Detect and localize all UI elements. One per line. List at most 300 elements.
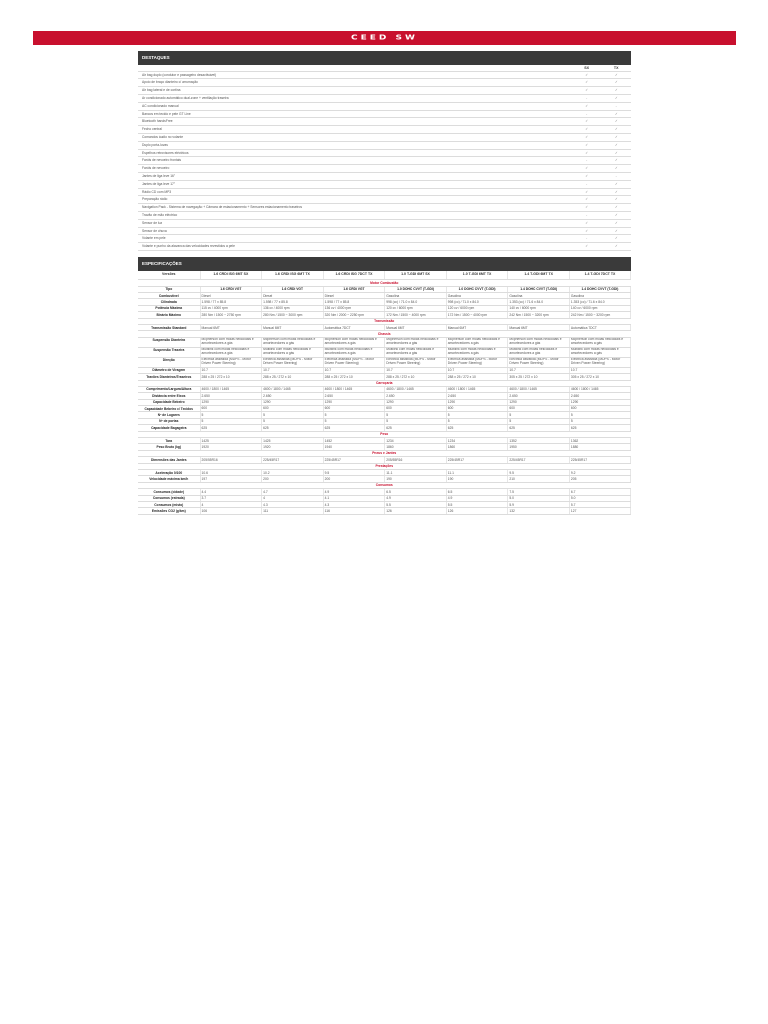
spec-value: 4600 / 1800 / 1465 [508,386,570,392]
spec-value: 1.4 DOHC CVVT (T-GDI) [508,286,570,292]
spec-value: Eléctrica assistida (MDPS - Motor Driven Power Steering) [446,357,508,367]
highlight-label: Jantes de liga leve 16" [138,173,572,181]
spec-label: Suspensão Traseira [138,347,200,357]
spec-value: 10.7 [569,367,630,373]
highlight-tx-check: ✓ [601,204,631,212]
spec-value: 625 [323,425,385,431]
spec-value: Diesel [262,292,324,298]
spec-value: 1.353 (cc) / 71.6 x 84.0 [569,299,630,305]
spec-value: Eléctrica assistida (MDPS - Motor Driven Power Steering) [569,357,630,367]
spec-value: 132 [508,508,570,514]
spec-value: 1290 [446,399,508,405]
spec-label: Transmissão Standard [138,324,200,330]
highlight-label: Espelhos retrovisores eléctricos [138,149,572,157]
spec-value: 305 x 25 / 272 x 10 [508,374,570,380]
highlight-row [138,235,631,243]
spec-label: Suspensão Dianteira [138,337,200,347]
spec-value: 5 [508,412,570,418]
spec-label: Travões Dianteiros/Traseiros [138,374,200,380]
spec-value: Multilink com molas helicoidais e amortecedores a gás [508,347,570,357]
spec-value: Mcpherson com molas helicoidais e amortecedores a gás [446,337,508,347]
spec-value: 4.1 [323,495,385,501]
highlights-col-sx: SX [572,65,602,71]
spec-value: 4600 / 1800 / 1465 [200,386,262,392]
spec-value: Manual 6MT [508,324,570,330]
spec-label: Consumos (estrada) [138,495,200,501]
spec-value: 172 Nm / 1500 ~ 4000 rpm [385,312,447,318]
spec-value: 1290 [323,399,385,405]
spec-value: 600 [200,406,262,412]
spec-value: 1425 [262,438,324,444]
spec-label: Velocidade máxima km/h [138,476,200,482]
spec-value: 1234 [446,438,508,444]
version-header: 1.0 T-GDI 6MT SX [385,271,447,280]
highlight-tx-check: ✓ [601,243,631,251]
spec-value: 2.650 [385,393,447,399]
highlight-sx-check: ✓ [572,196,602,204]
spec-label: Diâmetro de Viragem [138,367,200,373]
spec-value: 5 [446,418,508,424]
highlight-tx-check: ✓ [601,118,631,126]
spec-value: 205/55R16 [385,457,447,463]
spec-value: 4600 / 1800 / 1465 [262,386,324,392]
highlight-row [138,149,631,157]
spec-label: Nº de Lugares [138,412,200,418]
spec-value: 1.0 DOHC CVVT (T-GDI) [446,286,508,292]
spec-value: 288 x 25 / 272 x 10 [200,374,262,380]
spec-value: 625 [569,425,630,431]
spec-value: 200 [323,476,385,482]
spec-value: 5 [385,418,447,424]
highlight-label: Volante e punho da alavanca das velocidades revestidos a pele [138,243,572,251]
spec-value: Gasolina [508,292,570,298]
highlight-label: Travão de mão eléctrico [138,212,572,220]
spec-value: 4 [262,495,324,501]
spec-value: Manual 6MT [262,324,324,330]
spec-value: 2.650 [323,393,385,399]
spec-value: 1920 [200,444,262,450]
spec-value: 1.6 CRDi VGT [323,286,385,292]
highlight-tx-check: ✓ [601,141,631,149]
spec-value: 242 Nm / 1500 ~ 3200 rpm [508,312,570,318]
highlight-label: Navigation Pack - Sistema de navegação + Câmara de estacionamento + Sensores estacionamento traseiros [138,204,572,212]
spec-value: Multilink com molas helicoidais e amortecedores a gás [200,347,262,357]
spec-value: Mcpherson com molas helicoidais e amortecedores a gás [262,337,324,347]
spec-value: 1860 [385,444,447,450]
spec-row [138,357,631,367]
spec-value: 205 [569,476,630,482]
spec-value: 600 [262,406,324,412]
highlight-row [138,243,631,251]
highlight-tx-check: ✓ [601,126,631,134]
spec-value: 1452 [323,438,385,444]
spec-value: 10.2 [262,469,324,475]
spec-value: 998 (cc) / 71.0 x 84.0 [385,299,447,305]
highlight-row [138,79,631,87]
spec-value: 10.7 [446,367,508,373]
spec-value: 5 [508,418,570,424]
highlight-row [138,188,631,196]
specs-header: ESPECIFICAÇÕES [138,257,631,271]
spec-value: 225/45R17 [569,457,630,463]
spec-value: Manual 6MT [200,324,262,330]
highlight-row [138,212,631,220]
highlight-row [138,126,631,134]
highlight-sx-check: ✓ [572,71,602,79]
spec-value: Multilink com molas helicoidais e amortecedores a gás [385,347,447,357]
highlight-tx-check: ✓ [601,87,631,95]
spec-value: 6.5 [385,489,447,495]
highlight-sx-check: ✓ [572,118,602,126]
spec-value: 11.1 [385,469,447,475]
highlight-sx-check: ✓ [572,141,602,149]
highlight-tx-check: ✓ [601,110,631,118]
spec-value: Automática 7DCT [569,324,630,330]
spec-value: 1290 [262,399,324,405]
highlight-label: Duplo porta-luvas [138,141,572,149]
version-header: 1.4 T-GDI 6MT TX [508,271,570,280]
highlight-sx-check: - [572,235,602,243]
spec-value: Eléctrica assistida (MDPS - Motor Driven Power Steering) [262,357,324,367]
spec-value: 225/45R17 [508,457,570,463]
highlight-row [138,173,631,181]
spec-value: Manual 6MT [446,324,508,330]
spec-value: 2.650 [569,393,630,399]
spec-label: Potência Máxima [138,305,200,311]
highlight-sx-check: ✓ [572,102,602,110]
spec-label: Dimensões das Jantes [138,457,200,463]
spec-value: Mcpherson com molas helicoidais e amortecedores a gás [508,337,570,347]
spec-label: Distância entre Eixos [138,393,200,399]
spec-label: Binário Máximo [138,312,200,318]
spec-value: 10.6 [200,469,262,475]
spec-label: Capacidade Bebeiro [138,399,200,405]
spec-label: Capacidade Bagageira [138,425,200,431]
brand-banner [33,31,736,45]
highlight-row [138,141,631,149]
spec-value: Multilink com molas helicoidais e amortecedores a gás [446,347,508,357]
spec-value: 1860 [446,444,508,450]
highlight-row [138,71,631,79]
spec-value: 205/55R16 [200,457,262,463]
spec-label: Combustível [138,292,200,298]
spec-value: 1.353 (cc) / 71.6 x 84.0 [508,299,570,305]
versions-label: Versões [138,271,200,280]
spec-value: 242 Nm / 1500 ~ 3200 rpm [569,312,630,318]
highlight-tx-check: ✓ [601,180,631,188]
spec-value: 5.7 [569,501,630,507]
spec-value: 5 [385,412,447,418]
highlight-sx-check: - [572,157,602,165]
highlight-row [138,227,631,235]
highlight-sx-check: ✓ [572,79,602,87]
highlight-tx-check: ✓ [601,71,631,79]
spec-value: 4.9 [323,489,385,495]
highlight-row [138,118,631,126]
spec-value: 4600 / 1800 / 1465 [569,386,630,392]
highlight-row [138,95,631,103]
spec-value: 1940 [323,444,385,450]
highlight-tx-check: ✓ [601,157,631,165]
highlight-row [138,87,631,95]
highlight-label: Ar condicionado automático dual-zone + ventilação traseira [138,95,572,103]
spec-value: 1.0 DOHC CVVT (T-GDI) [385,286,447,292]
spec-value: 2.650 [446,393,508,399]
spec-value: 4600 / 1800 / 1465 [385,386,447,392]
spec-value: 288 x 25 / 272 x 10 [262,374,324,380]
spec-value: 4.9 [446,495,508,501]
spec-value: 5.5 [385,501,447,507]
highlight-tx-check: ✓ [601,149,631,157]
highlight-row [138,157,631,165]
spec-value: 5 [200,418,262,424]
version-header: 1.0 T-GDI 6MT TX [446,271,508,280]
spec-value: 5.5 [446,501,508,507]
spec-value: 1290 [200,399,262,405]
spec-value: 1362 [569,438,630,444]
spec-value: Mcpherson com molas helicoidais e amortecedores a gás [385,337,447,347]
highlight-label: Preparação rádio [138,196,572,204]
highlight-row [138,110,631,118]
spec-value: 7.5 [508,489,570,495]
spec-value: 10.7 [262,367,324,373]
spec-value: 1290 [569,399,630,405]
spec-value: 9.5 [323,469,385,475]
highlight-row [138,180,631,188]
highlight-label: Volante em pele [138,235,572,243]
spec-value: 5 [323,418,385,424]
spec-row [138,337,631,347]
spec-value: 9.5 [508,469,570,475]
highlight-sx-check: ✓ [572,188,602,196]
spec-value: 126 [385,508,447,514]
spec-value: Diesel [200,292,262,298]
spec-value: 1234 [385,438,447,444]
highlight-tx-check: ✓ [601,196,631,204]
highlight-row [138,219,631,227]
highlight-tx-check: ✓ [601,188,631,196]
spec-value: 127 [569,508,630,514]
spec-value: 4.9 [385,495,447,501]
highlights-col-tx: TX [601,65,631,71]
highlight-label: Air bag duplo (condutor e passageiro desactivável) [138,71,572,79]
spec-value: 1.598 / 77 x 85.8 [200,299,262,305]
spec-value: 136 cv / 4000 rpm [323,305,385,311]
spec-value: 1.598 / 77 x 85.8 [262,299,324,305]
spec-value: 5 [569,412,630,418]
spec-value: 4 [200,501,262,507]
spec-value: 6.7 [569,489,630,495]
spec-label: Direção [138,357,200,367]
highlight-label: Fecho central [138,126,572,134]
spec-value: 625 [508,425,570,431]
spec-value: 625 [262,425,324,431]
spec-value: 6.5 [446,489,508,495]
highlight-tx-check: - [601,102,631,110]
spec-value: 116 [323,508,385,514]
highlight-sx-check: ✓ [572,165,602,173]
spec-value: 1.4 DOHC CVVT (T-GDI) [569,286,630,292]
spec-value: 4.3 [262,501,324,507]
spec-value: 5 [569,418,630,424]
highlight-sx-check: ✓ [572,126,602,134]
spec-value: 1352 [508,438,570,444]
spec-label: Peso Bruto (kg) [138,444,200,450]
spec-value: 5.0 [508,495,570,501]
spec-label: Cilindrada [138,299,200,305]
spec-value: 1.598 / 77 x 85.8 [323,299,385,305]
spec-value: 106 [200,508,262,514]
spec-value: Multilink com molas helicoidais e amortecedores a gás [569,347,630,357]
spec-value: 10.7 [200,367,262,373]
spec-value: 10.7 [323,367,385,373]
banner-title: CEED SW [351,34,418,42]
spec-value: Manual 6MT [385,324,447,330]
spec-value: 172 Nm / 1500 ~ 4000 rpm [446,312,508,318]
spec-value: 2.650 [262,393,324,399]
highlight-tx-check: ✓ [601,235,631,243]
spec-group-title: Prestações [138,463,631,469]
spec-value: 1290 [508,399,570,405]
spec-label: Nº de portas [138,418,200,424]
highlight-label: AC condicionado manual [138,102,572,110]
spec-label: Tipo [138,286,200,292]
highlight-row [138,204,631,212]
spec-value: 190 [446,476,508,482]
spec-value: 288 x 25 / 272 x 10 [323,374,385,380]
spec-value: 225/45R17 [262,457,324,463]
spec-value: 600 [385,406,447,412]
spec-value: 288 x 25 / 272 x 10 [385,374,447,380]
spec-group-title: Motor Combustão [138,280,631,286]
highlight-sx-check: ✓ [572,134,602,142]
highlight-sx-check: ✓ [572,243,602,251]
highlight-label: Faróis de nevoeiro frontais [138,157,572,165]
spec-value: 190 [385,476,447,482]
highlight-label: Rádio CD com MP3 [138,188,572,196]
spec-value: 280 Nm / 1500 ~ 3000 rpm [262,312,324,318]
spec-value: 625 [446,425,508,431]
spec-value: 140 cv / 6000 rpm [569,305,630,311]
highlight-tx-check: ✓ [601,134,631,142]
highlight-label: Comandos áudio no volante [138,134,572,142]
spec-value: Eléctrica assistida (MDPS - Motor Driven Power Steering) [323,357,385,367]
spec-value: 140 cv / 6000 rpm [508,305,570,311]
spec-value: 120 cv / 6000 rpm [446,305,508,311]
spec-value: 600 [569,406,630,412]
spec-value: 5 [200,412,262,418]
spec-value: 320 Nm / 2000 ~ 2250 rpm [323,312,385,318]
spec-value: 5 [262,412,324,418]
spec-value: 126 [446,508,508,514]
spec-value: 625 [200,425,262,431]
spec-value: 111 [262,508,324,514]
spec-value: 136 cv / 4000 rpm [262,305,324,311]
spec-value: 4.4 [200,489,262,495]
spec-value: 1880 [569,444,630,450]
spec-value: Gasolina [385,292,447,298]
spec-value: 625 [385,425,447,431]
highlight-tx-check: - [601,173,631,181]
highlight-label: Jantes de liga leve 17" [138,180,572,188]
spec-value: 4.3 [323,501,385,507]
spec-value: 2.650 [508,393,570,399]
spec-value: 600 [508,406,570,412]
spec-value: 4600 / 1800 / 1465 [446,386,508,392]
highlight-sx-check: ✓ [572,149,602,157]
spec-row [138,508,631,514]
spec-label: Consumos (cidade) [138,489,200,495]
spec-value: 4.7 [262,489,324,495]
spec-value: 1920 [262,444,324,450]
spec-value: 305 x 25 / 272 x 10 [569,374,630,380]
spec-value: 225/45R17 [446,457,508,463]
version-header: 1.4 T-GDI 7DCT TX [569,271,630,280]
spec-value: 1.6 CRDi VGT [200,286,262,292]
spec-value: 200 [262,476,324,482]
spec-value: 600 [323,406,385,412]
spec-value: 5 [446,412,508,418]
spec-value: Automática 7DCT [323,324,385,330]
document-body [138,51,631,515]
spec-value: Eléctrica assistida (MDPS - Motor Driven Power Steering) [385,357,447,367]
spec-label: Aceleração 0/100 [138,469,200,475]
spec-value: 288 x 25 / 272 x 10 [446,374,508,380]
spec-value: Multilink com molas helicoidais e amortecedores a gás [262,347,324,357]
highlight-tx-check: ✓ [601,212,631,220]
highlight-sx-check: - [572,180,602,188]
spec-value: 120 cv / 6000 rpm [385,305,447,311]
version-header: 1.6 CRDi ISG 7DCT TX [323,271,385,280]
spec-row [138,347,631,357]
spec-value: 225/45R17 [323,457,385,463]
spec-value: 1.6 CRDi VGT [262,286,324,292]
spec-value: Eléctrica assistida (MDPS - Motor Driven Power Steering) [200,357,262,367]
spec-value: 1425 [200,438,262,444]
spec-group-title: Consumos [138,482,631,488]
highlight-label: Air bag lateral e de cortina [138,87,572,95]
highlight-row [138,165,631,173]
highlight-label: Faróis de nevoeiro [138,165,572,173]
spec-value: 210 [508,476,570,482]
spec-group-title: Carroçaria [138,380,631,386]
spec-group-title: Chassis [138,331,631,337]
spec-value: Eléctrica assistida (MDPS - Motor Driven Power Steering) [508,357,570,367]
highlight-row [138,196,631,204]
spec-value: 5 [262,418,324,424]
highlight-label: Sensor de chuva [138,227,572,235]
spec-value: 9.2 [569,469,630,475]
spec-value: 1290 [385,399,447,405]
version-header: 1.6 CRDi ISG 6MT SX [200,271,262,280]
highlight-row [138,134,631,142]
spec-value: Mcpherson com molas helicoidais e amortecedores a gás [200,337,262,347]
highlight-sx-check: - [572,110,602,118]
spec-value: 10.7 [508,367,570,373]
spec-value: Gasolina [446,292,508,298]
spec-value: 2.650 [200,393,262,399]
highlight-tx-check: ✓ [601,165,631,173]
highlight-tx-check: ✓ [601,95,631,103]
highlight-sx-check: ✓ [572,227,602,235]
highlight-label: Bancos em tecido e pele GT Line [138,110,572,118]
highlight-sx-check: - [572,95,602,103]
spec-label: Emissões CO2 (g/km) [138,508,200,514]
spec-value: 11.1 [446,469,508,475]
highlight-sx-check: ✓ [572,87,602,95]
spec-value: Multilink com molas helicoidais e amortecedores a gás [323,347,385,357]
spec-label: Capacidade Bebeiro c/ Tecidos [138,406,200,412]
